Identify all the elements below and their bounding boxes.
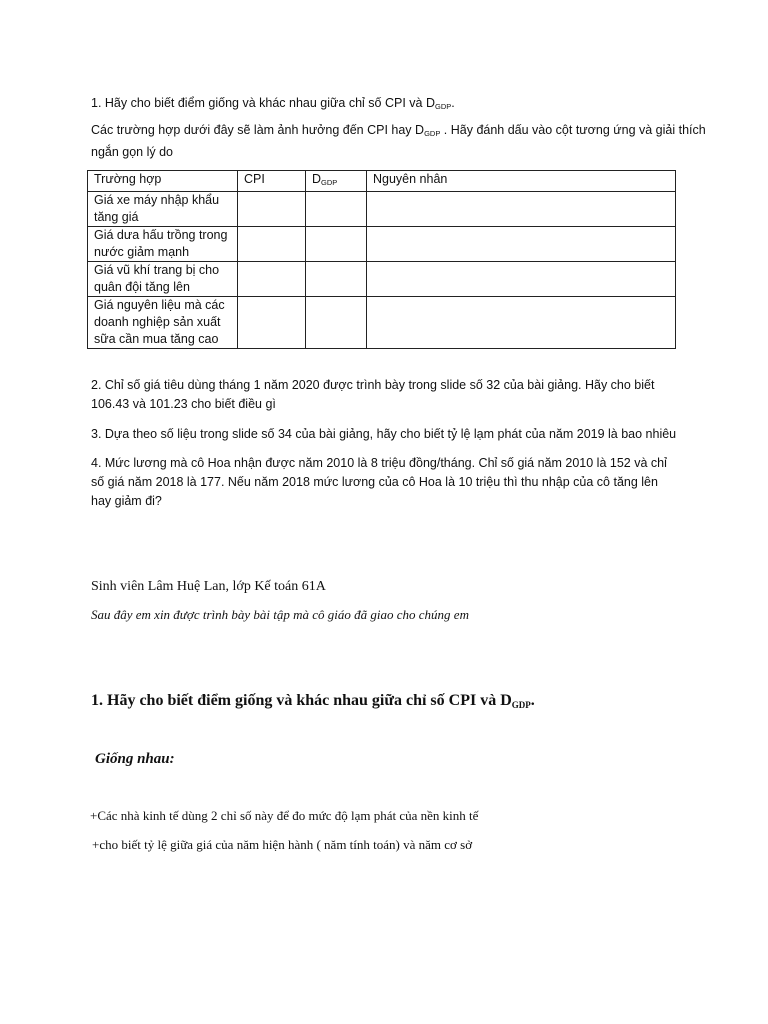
header-cpi: CPI <box>238 171 306 192</box>
header-dgdp-sub: GDP <box>321 178 338 187</box>
question-3: 3. Dựa theo số liệu trong slide số 34 của bài giảng, hãy cho biết tỷ lệ lạm phát của năm 2019 là bao nhiêu <box>91 427 677 441</box>
question-1-text: 1. Hãy cho biết điểm giống và khác nhau giữa chỉ số CPI và D <box>91 96 435 110</box>
header-dgdp-main: D <box>312 172 322 186</box>
question-1-subscript: GDP <box>434 102 452 111</box>
case-cell: Giá dưa hấu trồng trong nước giảm mạnh <box>88 227 238 262</box>
header-case: Trường hợp <box>88 171 238 192</box>
instruction-tail: . Hãy đánh dấu vào cột tương ứng và giải thích ngắn gọn lý do <box>91 123 706 159</box>
table-row <box>88 192 676 227</box>
cpi-cell <box>238 262 306 297</box>
instruction-text: Các trường hợp dưới đây sẽ làm ảnh hưởng đến CPI hay D <box>91 123 425 137</box>
similar-label: Giống nhau: <box>95 751 175 767</box>
dgdp-cell <box>306 297 367 349</box>
dgdp-cell <box>306 262 367 297</box>
question-2: 2. Chỉ số giá tiêu dùng tháng 1 năm 2020 được trình bày trong slide số 32 của bài giảng. Hãy cho biết 106.43 và 101.23 cho biết điều gì <box>91 378 655 411</box>
answer-heading-subscript: GDP <box>511 700 531 710</box>
case-cell: Giá vũ khí trang bị cho quân đội tăng lên <box>88 262 238 297</box>
table-row <box>88 262 676 297</box>
question-1-tail: . <box>451 96 455 110</box>
table-row <box>88 227 676 262</box>
answer-heading-text: 1. Hãy cho biết điểm giống và khác nhau giữa chỉ số CPI và D <box>91 692 512 709</box>
reason-cell <box>367 192 676 227</box>
similar-point: +cho biết tỷ lệ giữa giá của năm hiện hành ( năm tính toán) và năm cơ sở <box>92 837 473 852</box>
reason-cell <box>367 297 676 349</box>
answer-heading-tail: . <box>530 692 535 709</box>
instruction-subscript: GDP <box>424 129 441 138</box>
dgdp-cell <box>306 192 367 227</box>
table-row <box>88 297 676 349</box>
case-cell: Giá xe máy nhập khẩu tăng giá <box>88 192 238 227</box>
header-reason: Nguyên nhân <box>367 171 676 192</box>
cpi-cell <box>238 227 306 262</box>
question-1 <box>91 94 691 116</box>
table-instruction <box>91 121 711 162</box>
case-cell: Giá nguyên liệu mà các doanh nghiệp sản xuất sữa cần mua tăng cao <box>88 297 238 349</box>
table-header-row <box>88 171 676 192</box>
question-4: 4. Mức lương mà cô Hoa nhận được năm 2010 là 8 triệu đồng/tháng. Chỉ số giá năm 2010 là 152 và chỉ số giá năm 2018 là 177. Nếu năm 2018 mức lương của cô Hoa là 10 triệu thì thu nhập của cô tăng lên hay giảm đi? <box>91 456 667 508</box>
header-dgdp <box>306 171 367 192</box>
cpi-cell <box>238 297 306 349</box>
similar-point: +Các nhà kinh tế dùng 2 chỉ số này để đo mức độ lạm phát của nền kinh tế <box>90 808 479 823</box>
intro-line: Sau đây em xin được trình bày bài tập mà cô giáo đã giao cho chúng em <box>91 607 469 622</box>
reason-cell <box>367 262 676 297</box>
cpi-cell <box>238 192 306 227</box>
cases-table <box>87 170 676 349</box>
reason-cell <box>367 227 676 262</box>
dgdp-cell <box>306 227 367 262</box>
student-line: Sinh viên Lâm Huệ Lan, lớp Kế toán 61A <box>91 579 326 594</box>
answer-heading <box>91 692 711 710</box>
